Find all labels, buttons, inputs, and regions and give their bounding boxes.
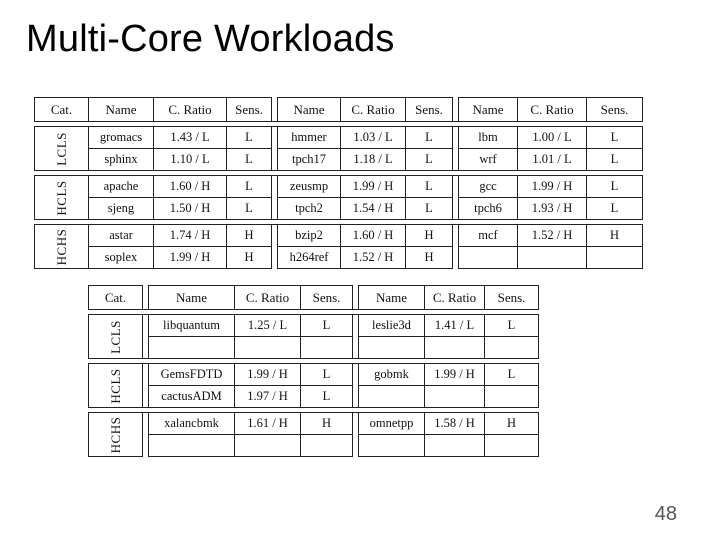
table-cell: L — [301, 386, 353, 408]
table-cell: L — [587, 127, 643, 149]
column-header: Name — [149, 286, 235, 310]
table-cell: gobmk — [359, 364, 425, 386]
table-row — [35, 149, 643, 171]
table-cell: lbm — [459, 127, 518, 149]
category-label: HCLS — [53, 179, 69, 216]
table-cell: omnetpp — [359, 413, 425, 435]
table-cell: 1.03 / L — [341, 127, 406, 149]
table-cell: bzip2 — [278, 225, 341, 247]
column-header: C. Ratio — [425, 286, 485, 310]
table-cell: H — [406, 247, 453, 269]
table-cell: libquantum — [149, 315, 235, 337]
category-label: LCLS — [107, 319, 123, 354]
table-cell: 1.52 / H — [341, 247, 406, 269]
table-cell — [485, 386, 539, 408]
table-header-row — [89, 286, 539, 310]
table-cell: leslie3d — [359, 315, 425, 337]
table-cell: L — [485, 364, 539, 386]
table-cell: 1.43 / L — [154, 127, 227, 149]
table-cell: H — [227, 247, 272, 269]
column-header: Name — [89, 98, 154, 122]
category-cell — [35, 127, 89, 171]
table-cell: 1.99 / H — [518, 176, 587, 198]
table-cell: 1.93 / H — [518, 198, 587, 220]
table-row — [89, 364, 539, 386]
column-header: Cat. — [35, 98, 89, 122]
table-row — [35, 127, 643, 149]
page-number: 48 — [654, 503, 677, 525]
category-cell — [35, 225, 89, 269]
table-cell: soplex — [89, 247, 154, 269]
table-cell: 1.01 / L — [518, 149, 587, 171]
category-label: LCLS — [53, 131, 69, 166]
table-cell: L — [406, 149, 453, 171]
table-cell: L — [301, 315, 353, 337]
table-row — [89, 337, 539, 359]
table-cell: 1.41 / L — [425, 315, 485, 337]
table-cell: gromacs — [89, 127, 154, 149]
table-cell: 1.97 / H — [235, 386, 301, 408]
table-cell: sjeng — [89, 198, 154, 220]
table-cell: hmmer — [278, 127, 341, 149]
table-cell: L — [587, 198, 643, 220]
table-cell: L — [485, 315, 539, 337]
table-cell — [425, 435, 485, 457]
table-cell: tpch2 — [278, 198, 341, 220]
table-cell: H — [406, 225, 453, 247]
table-cell — [587, 247, 643, 269]
column-header: Sens. — [587, 98, 643, 122]
table-cell — [149, 337, 235, 359]
column-header: Sens. — [227, 98, 272, 122]
workload-table-2 — [88, 285, 539, 457]
table-cell: 1.99 / H — [341, 176, 406, 198]
table-cell — [301, 337, 353, 359]
column-header: Sens. — [406, 98, 453, 122]
table-cell: tpch17 — [278, 149, 341, 171]
table-cell — [359, 386, 425, 408]
table-cell: 1.50 / H — [154, 198, 227, 220]
table-cell: 1.54 / H — [341, 198, 406, 220]
table-cell — [235, 337, 301, 359]
table-cell: L — [301, 364, 353, 386]
column-header: C. Ratio — [341, 98, 406, 122]
table-row — [89, 413, 539, 435]
column-header: Name — [278, 98, 341, 122]
table-cell — [518, 247, 587, 269]
table-cell: H — [301, 413, 353, 435]
table-cell: zeusmp — [278, 176, 341, 198]
column-header: C. Ratio — [235, 286, 301, 310]
category-cell — [89, 364, 143, 408]
table-cell — [359, 435, 425, 457]
table-cell: apache — [89, 176, 154, 198]
column-header: C. Ratio — [154, 98, 227, 122]
column-header: Name — [359, 286, 425, 310]
table-cell: gcc — [459, 176, 518, 198]
table-cell: cactusADM — [149, 386, 235, 408]
table-cell: sphinx — [89, 149, 154, 171]
table-cell: 1.52 / H — [518, 225, 587, 247]
table-cell: 1.10 / L — [154, 149, 227, 171]
table-cell — [359, 337, 425, 359]
table-cell: GemsFDTD — [149, 364, 235, 386]
table-cell: h264ref — [278, 247, 341, 269]
table-cell: L — [227, 127, 272, 149]
table-row — [35, 225, 643, 247]
table-cell: H — [227, 225, 272, 247]
table-cell — [459, 247, 518, 269]
category-label: HCHS — [53, 228, 69, 265]
table-cell — [235, 435, 301, 457]
column-header: Sens. — [301, 286, 353, 310]
table-row — [35, 198, 643, 220]
table-cell: 1.74 / H — [154, 225, 227, 247]
table-cell: 1.58 / H — [425, 413, 485, 435]
table-cell — [301, 435, 353, 457]
category-label: HCLS — [107, 367, 123, 404]
table-cell: 1.99 / H — [154, 247, 227, 269]
table-cell: L — [406, 176, 453, 198]
table-cell: 1.18 / L — [341, 149, 406, 171]
table-cell — [485, 435, 539, 457]
table-cell: 1.60 / H — [341, 225, 406, 247]
table-cell: xalancbmk — [149, 413, 235, 435]
table-cell: L — [227, 198, 272, 220]
table-cell: wrf — [459, 149, 518, 171]
table-cell — [425, 337, 485, 359]
table-cell: L — [227, 176, 272, 198]
slide-title: Multi-Core Workloads — [26, 18, 395, 60]
category-cell — [35, 176, 89, 220]
table-cell: L — [587, 149, 643, 171]
table-row — [89, 435, 539, 457]
table-cell: tpch6 — [459, 198, 518, 220]
category-cell — [89, 413, 143, 457]
workload-table-1 — [34, 97, 643, 269]
table-cell: L — [227, 149, 272, 171]
table-cell: astar — [89, 225, 154, 247]
table-cell: 1.25 / L — [235, 315, 301, 337]
table-cell — [485, 337, 539, 359]
table-cell: mcf — [459, 225, 518, 247]
column-header: Sens. — [485, 286, 539, 310]
table-row — [89, 315, 539, 337]
table-header-row — [35, 98, 643, 122]
table-cell: 1.00 / L — [518, 127, 587, 149]
column-header: Name — [459, 98, 518, 122]
table-cell: L — [587, 176, 643, 198]
table-cell: 1.60 / H — [154, 176, 227, 198]
table-row — [89, 386, 539, 408]
table-cell: 1.61 / H — [235, 413, 301, 435]
table-cell: 1.99 / H — [235, 364, 301, 386]
category-cell — [89, 315, 143, 359]
column-header: C. Ratio — [518, 98, 587, 122]
table-cell: L — [406, 127, 453, 149]
table-cell — [425, 386, 485, 408]
table-cell — [149, 435, 235, 457]
category-label: HCHS — [107, 416, 123, 453]
table-cell: H — [587, 225, 643, 247]
table-cell: 1.99 / H — [425, 364, 485, 386]
column-header: Cat. — [89, 286, 143, 310]
table-cell: H — [485, 413, 539, 435]
table-row — [35, 247, 643, 269]
table-row — [35, 176, 643, 198]
table-cell: L — [406, 198, 453, 220]
